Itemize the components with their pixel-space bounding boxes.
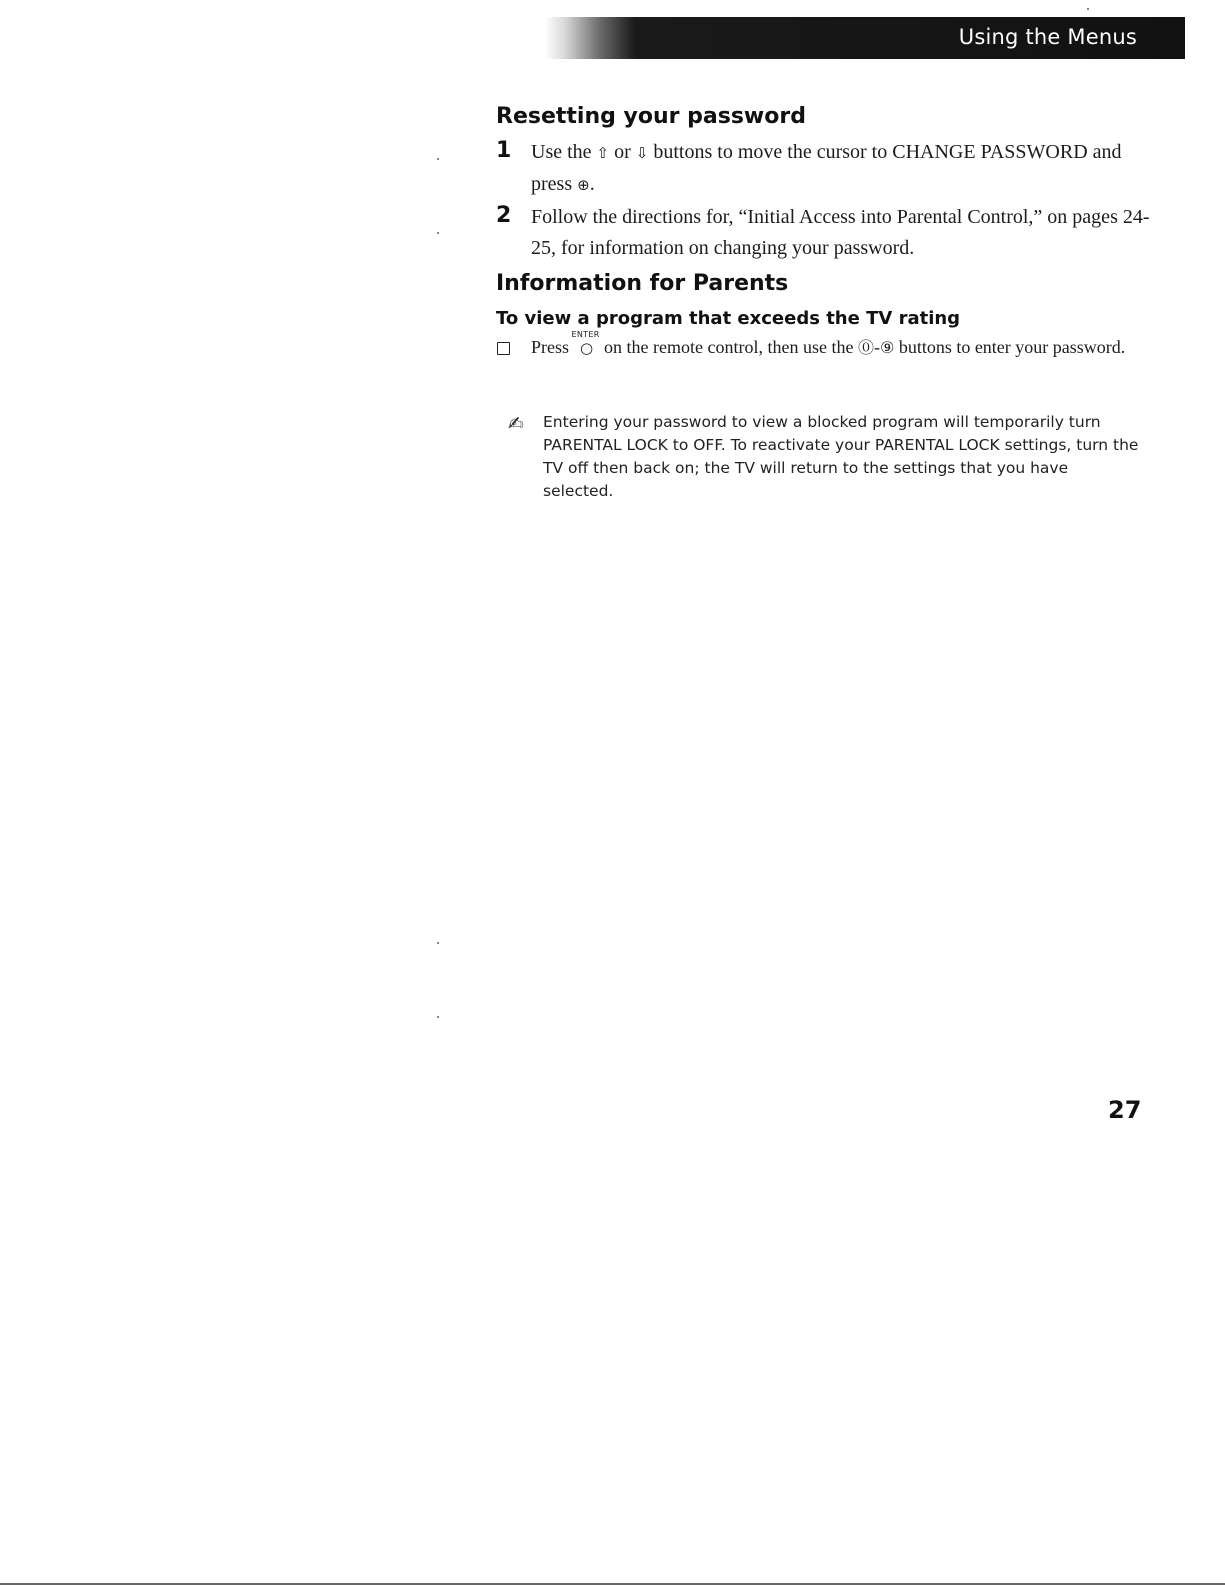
margin-mark: [437, 1016, 439, 1018]
page-number: 27: [1108, 1096, 1142, 1124]
zero-button-icon: ⓪: [857, 338, 874, 357]
heading-resetting-password: Resetting your password: [496, 104, 806, 129]
margin-mark: [437, 232, 439, 234]
subheading-view-program: To view a program that exceeds the TV rating: [496, 308, 961, 329]
margin-mark: [437, 942, 439, 944]
step-2-text: Follow the directions for, “Initial Access into Parental Control,” on pages 24-25, for information on changing your password.: [531, 206, 1150, 259]
section-header-title: Using the Menus: [958, 25, 1137, 49]
checkbox-bullet-icon: [497, 342, 510, 355]
margin-mark: [1087, 8, 1089, 10]
up-arrow-icon: ⇧: [596, 144, 610, 162]
parents-instruction-text: Press ENTER ○ on the remote control, then use the ⓪-⑨ buttons to enter your password.: [531, 335, 1131, 361]
margin-mark: [437, 158, 439, 160]
note-text: Entering your password to view a blocked program will temporarily turn PARENTAL LOCK to OFF. To reactivate your PARENTAL LOCK settings, turn the TV off then back on; the TV will return to the settings that you have selected.: [543, 413, 1139, 500]
heading-information-for-parents: Information for Parents: [496, 271, 789, 296]
step-number-2: 2: [496, 203, 512, 228]
section-header-bar: [545, 17, 1185, 59]
enter-button-icon: ⊕: [577, 176, 590, 194]
enter-button-icon: ENTER ○: [571, 330, 600, 357]
note-pencil-icon: ✍: [508, 413, 524, 435]
step-number-1: 1: [496, 138, 512, 163]
step-1-text: Use the ⇧ or ⇩ buttons to move the cursor to CHANGE PASSWORD and press ⊕.: [531, 141, 1122, 195]
down-arrow-icon: ⇩: [635, 144, 649, 162]
nine-button-icon: ⑨: [879, 338, 895, 357]
